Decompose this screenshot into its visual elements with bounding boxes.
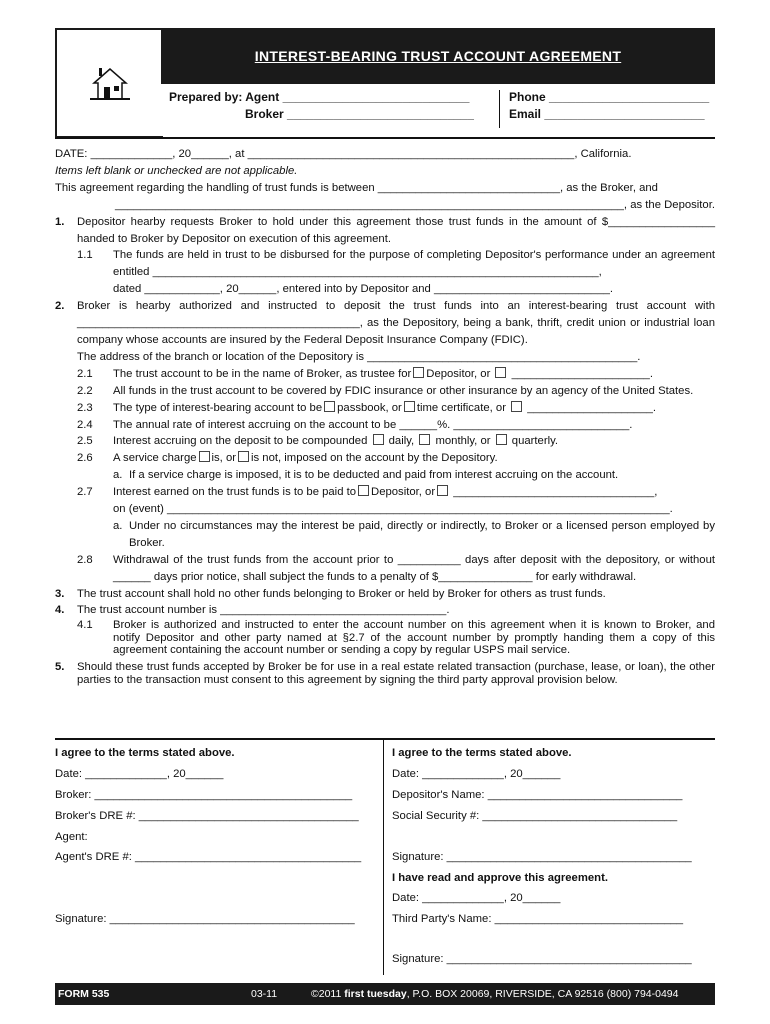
third-party-date-field[interactable]: Date: _____________, 20______ <box>392 892 561 904</box>
section-2-6-a: a. If a service charge is imposed, it is to be deducted and paid from interest accruing on the account. <box>113 469 619 482</box>
section-2-text[interactable]: Broker is hearby authorized and instructed to deposit the trust funds into an interest-bearing trust account with _____________________________________________, as the Depository, being a bank, thrift, credit union or industrial loan company whose accounts are insured by the Federal Deposit Insurance Company (FDIC). <box>77 300 715 346</box>
section-1-1-dated <box>55 281 715 298</box>
agreement-parties-line1[interactable]: This agreement regarding the handling of trust funds is between _____________________________, as the Broker, and <box>55 181 658 194</box>
prepared-by-agent[interactable]: Prepared by: Agent ____________________________ <box>169 90 470 104</box>
branch-address-line[interactable]: The address of the branch or location of the Depository is ___________________________________________. <box>77 350 641 363</box>
daily-checkbox[interactable] <box>373 434 384 445</box>
phone-field[interactable]: Phone ________________________ <box>509 90 710 104</box>
contact-block <box>509 90 709 124</box>
section-2-7: 2.7 Interest earned on the trust funds is to be paid to Depositor, or ________________________________, <box>77 486 658 499</box>
monthly-checkbox[interactable] <box>419 434 430 445</box>
depositor-signature-field[interactable]: Signature: _______________________________________ <box>392 851 692 863</box>
third-party-name-field[interactable]: Third Party's Name: ______________________________ <box>392 913 684 925</box>
section-4-1: 4.1 Broker is authorized and instructed to enter the account number on this agreement when it is known to Broker, and notify Depositor and other party named at §2.7 of the account number by promptly handing them a copy of this agreement containing the account number or sending a copy by regular USPS mail service. <box>77 619 715 657</box>
section-3: 3. The trust account shall hold no other funds belonging to Broker or held by Broker for others as trust funds. <box>55 587 606 600</box>
passbook-checkbox[interactable] <box>324 401 335 412</box>
other-trustee-checkbox[interactable] <box>495 367 506 378</box>
broker-dre-field[interactable]: Broker's DRE #: ___________________________________ <box>55 810 359 822</box>
prepared-by-broker[interactable]: Broker ____________________________ <box>245 107 474 121</box>
section-1-1-dated-text[interactable]: dated ____________, 20______, entered into by Depositor and ____________________________. <box>113 283 614 296</box>
section-2-6: 2.6 A service charge is, or is not, imposed on the account by the Depository. <box>77 452 498 465</box>
agent-field[interactable]: Agent: <box>55 831 88 843</box>
depositor-name-field[interactable]: Depositor's Name: _______________________________ <box>392 789 683 801</box>
service-charge-is-checkbox[interactable] <box>199 451 210 462</box>
section-1-1-text[interactable]: The funds are held in trust to be disbursed for the purpose of completing Depositor's performance under an agreement entitled _______________________________________________________________________, <box>113 249 715 279</box>
broker-date-field[interactable]: Date: _____________, 20______ <box>55 768 224 780</box>
house-logo <box>55 28 163 138</box>
copyright-line: ©2011 first tuesday, P.O. BOX 20069, RIVERSIDE, CA 92516 (800) 794-0494 <box>311 988 679 1000</box>
agreement-parties-line2[interactable]: _________________________________________________________________________________, as the Depositor. <box>115 198 715 211</box>
section-2-3: 2.3 The type of interest-bearing account to be passbook, or time certificate, or ____________________. <box>77 401 657 414</box>
form-header <box>55 28 715 138</box>
form-revision: 03-11 <box>251 988 278 1000</box>
section-2-4: 2.4 The annual rate of interest accruing on the account to be ______%. ____________________________. <box>77 418 633 431</box>
agreement-body <box>55 146 715 688</box>
brand-name: first tuesday <box>344 988 407 1000</box>
form-number: FORM 535 <box>58 988 110 1000</box>
interest-other-checkbox[interactable] <box>437 485 448 496</box>
section-2-5: 2.5 Interest accruing on the deposit to be compounded daily, monthly, or quarterly. <box>77 435 559 448</box>
section-2-7-a: a. Under no circumstances may the interest be paid, directly or indirectly, to Broker or a licensed person employed by Broker. <box>113 519 715 549</box>
social-security-field[interactable]: Social Security #: _______________________________ <box>392 810 678 822</box>
section-2: 2. Broker is hearby authorized and instructed to deposit the trust funds into an interest-bearing trust account with _____________________________________________, as the Depository, being a bank, thrift, credit union or industrial loan company whose accounts are insured by the Federal Deposit Insurance Company (FDIC). <box>55 298 715 349</box>
third-party-signature-field[interactable]: Signature: _______________________________________ <box>392 953 692 965</box>
depositor-agree-heading: I agree to the terms stated above. <box>392 747 572 759</box>
items-note: Items left blank or unchecked are not applicable. <box>55 164 298 177</box>
quarterly-checkbox[interactable] <box>496 434 507 445</box>
account-number-line[interactable]: The trust account number is ____________________________________. <box>77 604 450 617</box>
approve-heading: I have read and approve this agreement. <box>392 872 608 884</box>
header-divider <box>499 90 500 128</box>
section-1-1: 1.1 The funds are held in trust to be disbursed for the purpose of completing Depositor's performance under an agreement entitled _______________________________________________________________________, <box>55 247 715 281</box>
agent-dre-field[interactable]: Agent's DRE #: ____________________________________ <box>55 851 362 863</box>
header-rule <box>55 137 715 139</box>
section-2-7-event: on (event) ________________________________________________________________________________. <box>113 503 673 516</box>
depositor-checkbox[interactable] <box>413 367 424 378</box>
section-2-1: 2.1 The trust account to be in the name of Broker, as trustee for Depositor, or ______________________. <box>77 367 653 380</box>
section-2-2: 2.2 All funds in the trust account to be covered by FDIC insurance or other insurance by an agency of the United States. <box>77 384 694 397</box>
section-2-8: 2.8 Withdrawal of the trust funds from the account prior to __________ days after deposit with the depository, or without ______ days prior notice, shall subject the funds to a penalty of $_______________ for early withdrawal. <box>77 553 715 583</box>
time-certificate-checkbox[interactable] <box>404 401 415 412</box>
form-footer <box>55 983 715 1005</box>
depositor-date-field[interactable]: Date: _____________, 20______ <box>392 768 561 780</box>
house-icon <box>90 63 130 103</box>
broker-name-field[interactable]: Broker: _________________________________________ <box>55 789 353 801</box>
section-4: 4. The trust account number is ____________________________________. <box>55 602 715 619</box>
section-5: 5. Should these trust funds accepted by Broker be for use in a real estate related transaction (purchase, lease, or loan), the other parties to the transaction must consent to this agreement by signing the third party approval provision below. <box>55 660 715 687</box>
title-bar <box>161 28 715 84</box>
broker-signature-field[interactable]: Signature: _______________________________________ <box>55 913 355 925</box>
interest-depositor-checkbox[interactable] <box>358 485 369 496</box>
form-title: INTEREST-BEARING TRUST ACCOUNT AGREEMENT <box>254 48 622 64</box>
section-2-branch <box>55 349 715 366</box>
signature-rule <box>55 738 715 740</box>
service-charge-is-not-checkbox[interactable] <box>238 451 249 462</box>
signature-divider <box>383 740 384 975</box>
section-1: 1. Depositor hearby requests Broker to hold under this agreement those trust funds in the amount of $_________________ handed to Broker by Depositor on execution of this agreement. <box>55 214 715 248</box>
section-1-text[interactable]: Depositor hearby requests Broker to hold under this agreement those trust funds in the amount of $_________________ handed to Broker by Depositor on execution of this agreement. <box>77 215 715 245</box>
prepared-by-block <box>161 90 474 124</box>
date-line[interactable]: DATE: _____________, 20______, at ____________________________________________________, California. <box>55 148 632 160</box>
broker-agree-heading: I agree to the terms stated above. <box>55 747 235 759</box>
email-field[interactable]: Email ________________________ <box>509 107 705 121</box>
other-account-checkbox[interactable] <box>511 401 522 412</box>
